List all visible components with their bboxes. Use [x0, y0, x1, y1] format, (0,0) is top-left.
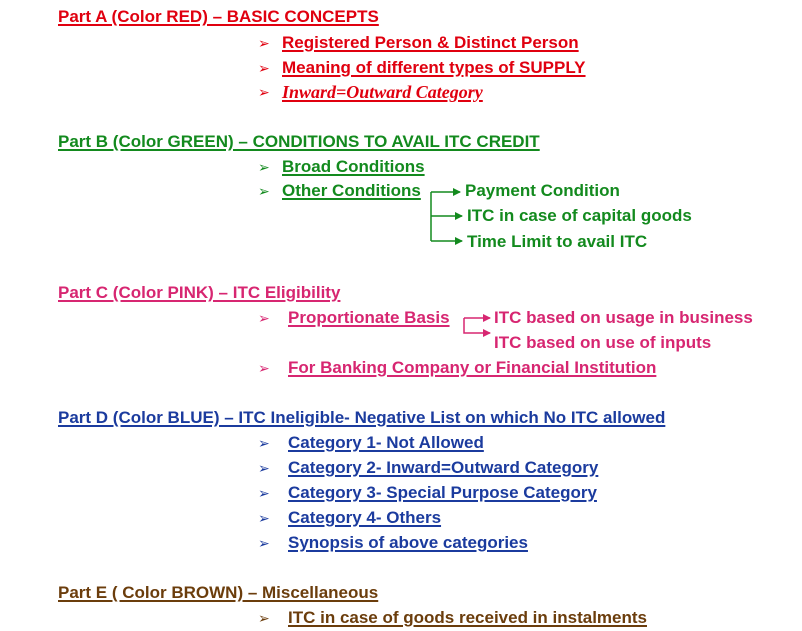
- part-c-item-banking[interactable]: For Banking Company or Financial Institution: [288, 358, 657, 377]
- bullet-arrow-icon: ➢: [258, 535, 270, 551]
- bullet-arrow-icon: ➢: [258, 35, 270, 51]
- bullet-arrow-icon: ➢: [258, 183, 270, 199]
- part-b-item-other-conditions[interactable]: Other Conditions: [282, 181, 421, 200]
- part-c-heading: Part C (Color PINK) – ITC Eligibility: [58, 283, 341, 302]
- part-d-item-category-3[interactable]: Category 3- Special Purpose Category: [288, 483, 597, 502]
- part-e-item-instalments[interactable]: ITC in case of goods received in instalments: [288, 608, 647, 627]
- part-c-sub-use-of-inputs: ITC based on use of inputs: [494, 333, 712, 352]
- part-d-heading: Part D (Color BLUE) – ITC Ineligible- Negative List on which No ITC allowed: [58, 408, 666, 427]
- part-e-heading: Part E ( Color BROWN) – Miscellaneous: [58, 583, 379, 602]
- bullet-arrow-icon: ➢: [258, 610, 270, 626]
- bullet-arrow-icon: ➢: [258, 360, 270, 376]
- part-c-connector: [464, 318, 490, 333]
- part-b-item-broad-conditions[interactable]: Broad Conditions: [282, 157, 425, 176]
- part-a-item-2[interactable]: Meaning of different types of SUPPLY: [282, 58, 586, 77]
- part-a-heading: Part A (Color RED) – BASIC CONCEPTS: [58, 7, 379, 26]
- bullet-arrow-icon: ➢: [258, 84, 270, 100]
- bullet-arrow-icon: ➢: [258, 159, 270, 175]
- bullet-arrow-icon: ➢: [258, 60, 270, 76]
- part-d-item-category-1[interactable]: Category 1- Not Allowed: [288, 433, 484, 452]
- part-b-connector: [431, 192, 462, 241]
- part-b-sub-time-limit: Time Limit to avail ITC: [467, 232, 648, 251]
- part-d-item-category-2[interactable]: Category 2- Inward=Outward Category: [288, 458, 599, 477]
- part-a-item-1[interactable]: Registered Person & Distinct Person: [282, 33, 579, 52]
- part-a-item-3[interactable]: Inward=Outward Category: [282, 82, 483, 102]
- bullet-arrow-icon: ➢: [258, 460, 270, 476]
- bullet-arrow-icon: ➢: [258, 310, 270, 326]
- bullet-arrow-icon: ➢: [258, 510, 270, 526]
- bullet-arrow-icon: ➢: [258, 435, 270, 451]
- part-d-item-synopsis[interactable]: Synopsis of above categories: [288, 533, 528, 552]
- part-b-heading: Part B (Color GREEN) – CONDITIONS TO AVAIL ITC CREDIT: [58, 132, 540, 151]
- part-c-sub-usage-in-business: ITC based on usage in business: [494, 308, 753, 327]
- part-b-sub-capital-goods: ITC in case of capital goods: [467, 206, 692, 225]
- part-d-item-category-4[interactable]: Category 4- Others: [288, 508, 442, 527]
- bullet-arrow-icon: ➢: [258, 485, 270, 501]
- part-c-item-proportionate-basis[interactable]: Proportionate Basis: [288, 308, 450, 327]
- part-b-sub-payment-condition: Payment Condition: [465, 181, 620, 200]
